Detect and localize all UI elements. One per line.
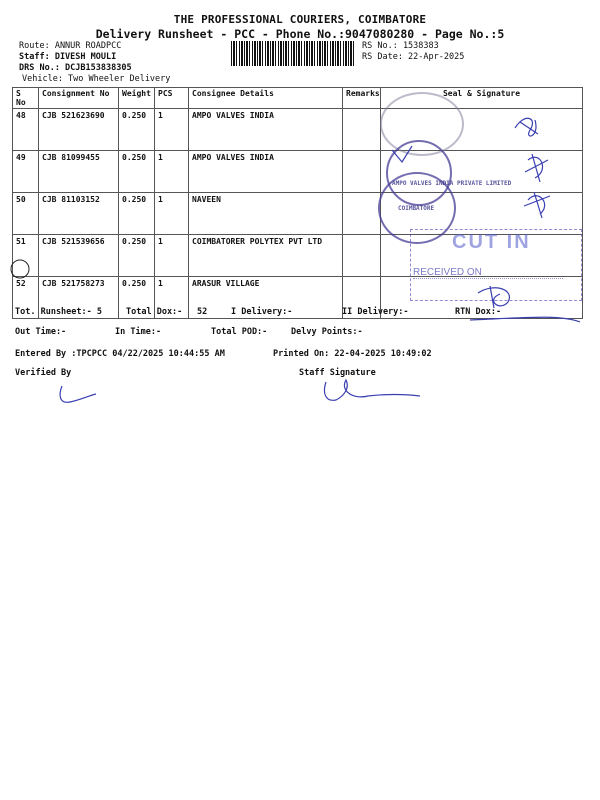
- in-time-label: In Time:-: [115, 327, 162, 337]
- staff-signature: [324, 380, 420, 400]
- col-header-pcs: PCS: [155, 88, 189, 109]
- company-title: THE PROFESSIONAL COURIERS, COIMBATORE: [173, 13, 427, 26]
- cell-sno: 49: [13, 151, 39, 193]
- rs-date: RS Date: 22-Apr-2025: [362, 52, 465, 62]
- cell-consignee: COIMBATORER POLYTEX PVT LTD: [189, 235, 343, 277]
- cell-sno: 48: [13, 109, 39, 151]
- cell-consignment: CJB 81099455: [39, 151, 119, 193]
- cell-pcs: 1: [155, 277, 189, 319]
- verified-by-label: Verified By: [15, 368, 72, 378]
- serial-circle: [11, 260, 29, 278]
- cell-consignee: AMPO VALVES INDIA: [189, 109, 343, 151]
- tot-runsheet: Tot. Runsheet:- 5: [15, 307, 102, 317]
- total-dox-label: Total Dox:-: [126, 307, 183, 317]
- cell-weight: 0.250: [119, 277, 155, 319]
- route-label: Route: ANNUR ROADPCC: [19, 41, 122, 51]
- col-header-sno: S No: [13, 88, 39, 109]
- cell-pcs: 1: [155, 109, 189, 151]
- seal-city-text: COIMBATORE: [398, 205, 435, 212]
- signature-mark-row50: [524, 192, 550, 218]
- cut-in-text: CUT IN: [452, 231, 531, 253]
- staff-signature-label: Staff Signature: [299, 368, 376, 378]
- total-pod-label: Total POD:-: [211, 327, 268, 337]
- cell-pcs: 1: [155, 151, 189, 193]
- ii-delivery-label: II Delivery:-: [342, 307, 409, 317]
- vehicle-label: Vehicle: Two Wheeler Delivery: [22, 74, 171, 84]
- signature-mark-row52: [478, 286, 509, 308]
- cell-consignment: CJB 521539656: [39, 235, 119, 277]
- cell-weight: 0.250: [119, 109, 155, 151]
- col-header-consignment: Consignment No: [39, 88, 119, 109]
- signature-mark-row48: [515, 118, 538, 136]
- cell-sno: 51: [13, 235, 39, 277]
- cell-weight: 0.250: [119, 235, 155, 277]
- rtn-dox-label: RTN Dox:-: [455, 307, 502, 317]
- verified-signature: [60, 386, 96, 402]
- drs-number: DRS No.: DCJB153838305: [19, 63, 132, 73]
- received-on-text: RECEIVED ON: [413, 267, 563, 279]
- rs-number: RS No.: 1538383: [362, 41, 439, 51]
- col-header-remarks: Remarks: [343, 88, 381, 109]
- runsheet-subtitle: Delivery Runsheet - PCC - Phone No.:9047080280 - Page No.:5: [95, 27, 505, 41]
- total-dox-value: 52: [197, 307, 208, 317]
- cell-consignment: CJB 521623690: [39, 109, 119, 151]
- col-header-consignee: Consignee Details: [189, 88, 343, 109]
- cell-consignee: NAVEEN: [189, 193, 343, 235]
- signature-mark-row49: [525, 154, 548, 182]
- cell-pcs: 1: [155, 235, 189, 277]
- tick-mark-row49: [392, 146, 412, 162]
- out-time-label: Out Time:-: [15, 327, 67, 337]
- cell-consignment: CJB 81103152: [39, 193, 119, 235]
- cell-weight: 0.250: [119, 193, 155, 235]
- delvy-points-label: Delvy Points:-: [291, 327, 363, 337]
- cell-consignee: ARASUR VILLAGE: [189, 277, 343, 319]
- cell-pcs: 1: [155, 193, 189, 235]
- staff-label: Staff: DIVESH MOULI: [19, 52, 117, 62]
- cell-sno: 50: [13, 193, 39, 235]
- entered-by: Entered By :TPCPCC 04/22/2025 10:44:55 AM: [15, 349, 225, 359]
- cell-consignee: AMPO VALVES INDIA: [189, 151, 343, 193]
- i-delivery-label: I Delivery:-: [231, 307, 293, 317]
- cell-sno: 52: [13, 277, 39, 319]
- col-header-weight: Weight: [119, 88, 155, 109]
- printed-on: Printed On: 22-04-2025 10:49:02: [273, 349, 432, 359]
- cell-consignment: CJB 521758273: [39, 277, 119, 319]
- cell-weight: 0.250: [119, 151, 155, 193]
- seal-text: AMPO VALVES INDIA PRIVATE LIMITED: [392, 180, 512, 187]
- rtn-line: [470, 317, 580, 322]
- col-header-seal: Seal & Signature: [381, 88, 583, 109]
